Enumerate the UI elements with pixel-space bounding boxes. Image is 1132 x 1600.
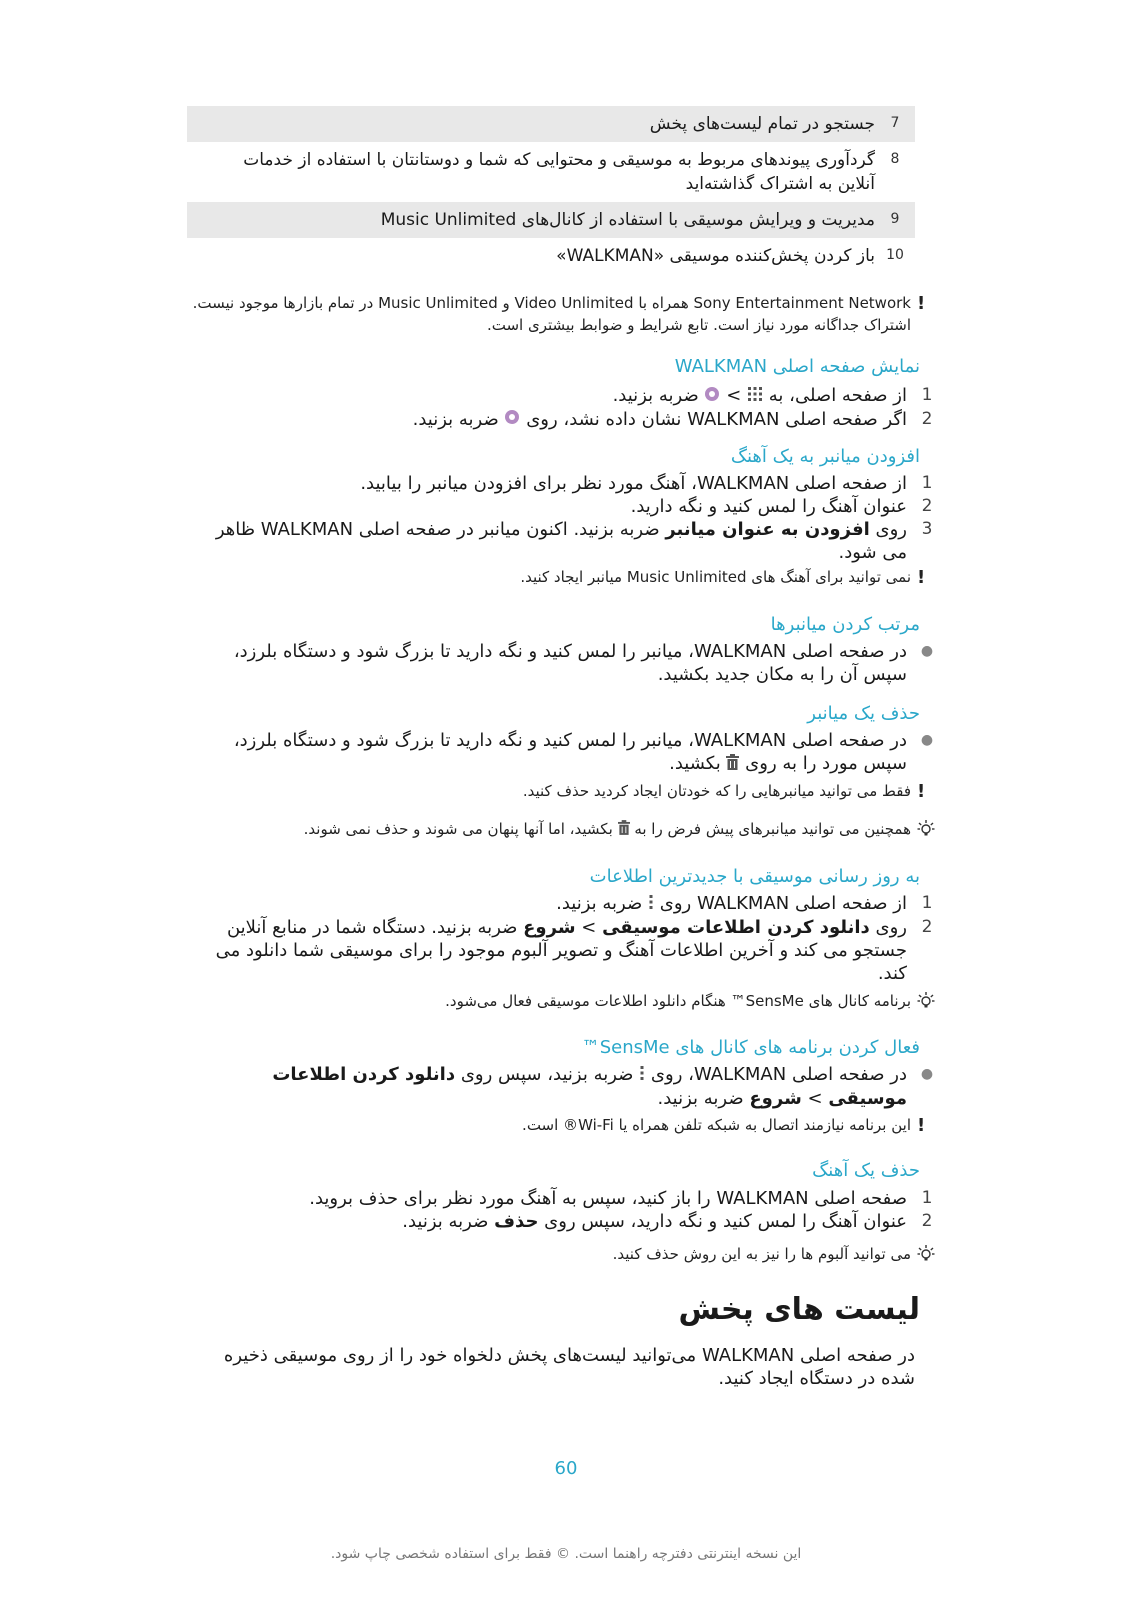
option-label: شروع [749, 1087, 802, 1109]
row-text: جستجو در تمام لیست‌های پخش [649, 114, 875, 134]
list-item [187, 1187, 947, 1210]
footer-text: این نسخه اینترنتی دفترچه راهنما است. © فقط برای استفاده شخصی چاپ شود. [330, 1546, 802, 1562]
lightbulb-icon [917, 818, 947, 841]
step-number: 1 [921, 1188, 933, 1208]
row-text: مدیریت و ویرایش موسیقی با استفاده از کانال‌های Music Unlimited [380, 210, 875, 230]
lightbulb-icon [917, 1243, 947, 1265]
section-heading: فعال کردن برنامه های کانال های SensMe™ [581, 1037, 920, 1058]
step-text-part: ضربه بزنید. دستگاه شما در منابع آنلاین جستجو می کند و آخرین اطلاعات آهنگ و تصویر آلبوم موجود را برای موسیقی شما دانلود می کند. [215, 916, 907, 984]
menu-dots-icon [639, 1064, 645, 1087]
row-number: 10 [886, 247, 904, 263]
step-text-part: ضربه بزنید. [657, 1087, 744, 1109]
list-item [187, 1063, 947, 1110]
step-text-part: روی [875, 519, 907, 540]
list-item [187, 892, 947, 916]
bullet-list [187, 640, 947, 686]
section-heading: نمایش صفحه اصلی WALKMAN [674, 356, 920, 377]
section-heading: به روز رسانی موسیقی با جدیدترین اطلاعات [589, 866, 920, 887]
list-item [187, 1210, 947, 1233]
tip-text: برنامه کانال های SensMe™ هنگام دانلود اطلاعات موسیقی فعال می‌شود. [445, 992, 911, 1010]
separator: > [726, 385, 742, 406]
step-text [187, 384, 907, 408]
row-number: 9 [890, 211, 900, 227]
body-paragraph: در صفحه اصلی WALKMAN می‌توانید لیست‌های پخش دلخواه خود را از روی موسیقی ذخیره شده در دستگاه ایجاد کنید. [223, 1345, 915, 1389]
step-text [187, 518, 907, 564]
step-text-part: ضربه بزنید، سپس روی [460, 1064, 634, 1085]
option-label: شروع [523, 916, 576, 938]
note-text: این برنامه نیازمند اتصال به شبکه تلفن همراه یا Wi-Fi® است. [522, 1116, 911, 1134]
section-heading: حذف یک میانبر [807, 703, 920, 724]
option-label: افزودن به عنوان میانبر [665, 519, 870, 540]
row-number: 7 [890, 115, 900, 131]
section-heading: حذف یک آهنگ [812, 1160, 920, 1181]
step-text-part: ضربه بزنید. اکنون میانبر در صفحه اصلی WALKMAN ظاهر می شود. [215, 519, 907, 563]
note-box [187, 566, 947, 588]
walkman-icon [704, 385, 720, 408]
tip-text: می توانید آلبوم ها را نیز به این روش حذف کنید. [612, 1245, 911, 1263]
list-item [187, 408, 947, 432]
numbered-list [187, 892, 947, 985]
walkman-icon [504, 408, 520, 431]
step-text: در صفحه اصلی WALKMAN، میانبر را لمس کنید و نگه دارید تا بزرگ شود و دستگاه بلرزد، سپس آن را به مکان جدید بکشید. [233, 641, 907, 685]
exclamation-icon: ! [917, 293, 926, 314]
step-number: 2 [921, 916, 933, 937]
step-text-part: عنوان آهنگ را لمس کنید و نگه دارید، سپس روی [544, 1211, 907, 1232]
step-text-part: ضربه بزنید. [556, 893, 643, 914]
trash-icon [618, 819, 630, 841]
list-item [187, 640, 947, 686]
list-item [187, 916, 947, 985]
tip-box [187, 818, 947, 841]
step-text [187, 1210, 907, 1233]
bullet-icon: ● [920, 1066, 934, 1082]
step-number: 2 [921, 408, 933, 429]
section-heading: مرتب کردن میانبرها [770, 614, 920, 635]
table-row [187, 106, 915, 142]
step-text-part: در صفحه اصلی WALKMAN، روی [650, 1064, 907, 1085]
menu-dots-icon [648, 893, 654, 916]
step-text: عنوان آهنگ را لمس کنید و نگه دارید. [630, 496, 907, 517]
step-text-part: بکشید. [669, 753, 721, 774]
tip-text [187, 818, 917, 841]
tip-box [187, 990, 947, 1012]
trash-icon [726, 753, 739, 776]
step-text [187, 916, 907, 985]
row-text: گردآوری پیوندهای مربوط به موسیقی و محتوایی که شما و دوستانتان با استفاده از خدمات آنلاین به اشتراک گذاشته‌اید [243, 150, 875, 194]
tip-box [187, 1243, 947, 1265]
step-text: از صفحه اصلی WALKMAN، آهنگ مورد نظر برای افزودن میانبر را بیابید. [360, 473, 907, 494]
numbered-list [187, 384, 947, 431]
exclamation-icon: ! [917, 1115, 926, 1136]
note-box [187, 780, 947, 802]
step-number: 1 [921, 385, 933, 405]
bullet-icon: ● [920, 732, 934, 748]
step-text-part: ضربه بزنید. [402, 1211, 489, 1232]
note-text: فقط می توانید میانبرهایی را که خودتان ایجاد کردید حذف کنید. [522, 782, 911, 800]
step-number: 2 [921, 1211, 933, 1231]
note-box [187, 1114, 947, 1136]
bullet-list [187, 729, 947, 776]
option-label: دانلود کردن اطلاعات موسیقی [602, 916, 870, 938]
page-title: لیست های پخش [678, 1292, 920, 1327]
feature-table [187, 106, 915, 274]
table-row [187, 142, 915, 202]
step-text-part: روی [875, 916, 907, 938]
note-text: نمی توانید برای آهنگ های Music Unlimited میانبر ایجاد کنید. [520, 568, 911, 586]
apps-grid-icon [747, 385, 763, 408]
step-text-part: ضربه بزنید. [412, 408, 499, 430]
note-box [187, 292, 947, 336]
list-item [187, 495, 947, 518]
step-text-part: از صفحه اصلی، به [768, 385, 907, 406]
step-text: صفحه اصلی WALKMAN را باز کنید، سپس به آهنگ مورد نظر برای حذف بروید. [309, 1188, 907, 1209]
step-text [187, 408, 907, 432]
row-text: باز کردن پخش‌کننده موسیقی «WALKMAN» [556, 246, 875, 266]
list-item [187, 518, 947, 564]
exclamation-icon: ! [917, 781, 926, 802]
numbered-list [187, 1187, 947, 1233]
list-item [187, 472, 947, 495]
step-text [187, 892, 907, 916]
exclamation-icon: ! [917, 567, 926, 588]
tip-text-part: همچنین می توانید میانبرهای پیش فرض را به [634, 820, 911, 838]
bullet-list [187, 1063, 947, 1110]
step-text-part: ضربه بزنید. [612, 385, 699, 406]
list-item [187, 729, 947, 776]
page-number: 60 [554, 1458, 578, 1479]
separator: > [807, 1087, 823, 1109]
step-number: 1 [921, 893, 933, 913]
step-text-part: اگر صفحه اصلی WALKMAN نشان داده نشد، روی [526, 408, 907, 430]
tip-text-part: بکشید، اما آنها پنهان می شوند و حذف نمی شوند. [303, 820, 613, 838]
step-text-part: از صفحه اصلی WALKMAN روی [659, 893, 907, 914]
lightbulb-icon [917, 990, 947, 1012]
note-text: Sony Entertainment Network همراه با Video Unlimited و Music Unlimited در تمام بازارها موجود نیست. اشتراک جداگانه مورد نیاز است. تابع شرایط و ضوابط بیشتری است. [192, 294, 911, 334]
numbered-list [187, 472, 947, 564]
bullet-icon: ● [920, 643, 934, 659]
list-item [187, 384, 947, 408]
step-number: 3 [921, 519, 933, 539]
table-row [187, 202, 915, 238]
table-row [187, 238, 915, 274]
option-label: دانلود کردن اطلاعات موسیقی [272, 1064, 907, 1109]
step-text [187, 1063, 907, 1110]
step-number: 1 [921, 473, 933, 493]
step-number: 2 [921, 496, 933, 516]
step-text-part: در صفحه اصلی WALKMAN، میانبر را لمس کنید و نگه دارید تا بزرگ شود و دستگاه بلرزد، سپس مورد را به روی [233, 730, 907, 774]
option-label: حذف [494, 1211, 539, 1232]
step-text [187, 729, 907, 776]
separator: > [581, 916, 597, 938]
row-number: 8 [890, 151, 900, 167]
section-heading: افزودن میانبر به یک آهنگ [730, 446, 920, 467]
